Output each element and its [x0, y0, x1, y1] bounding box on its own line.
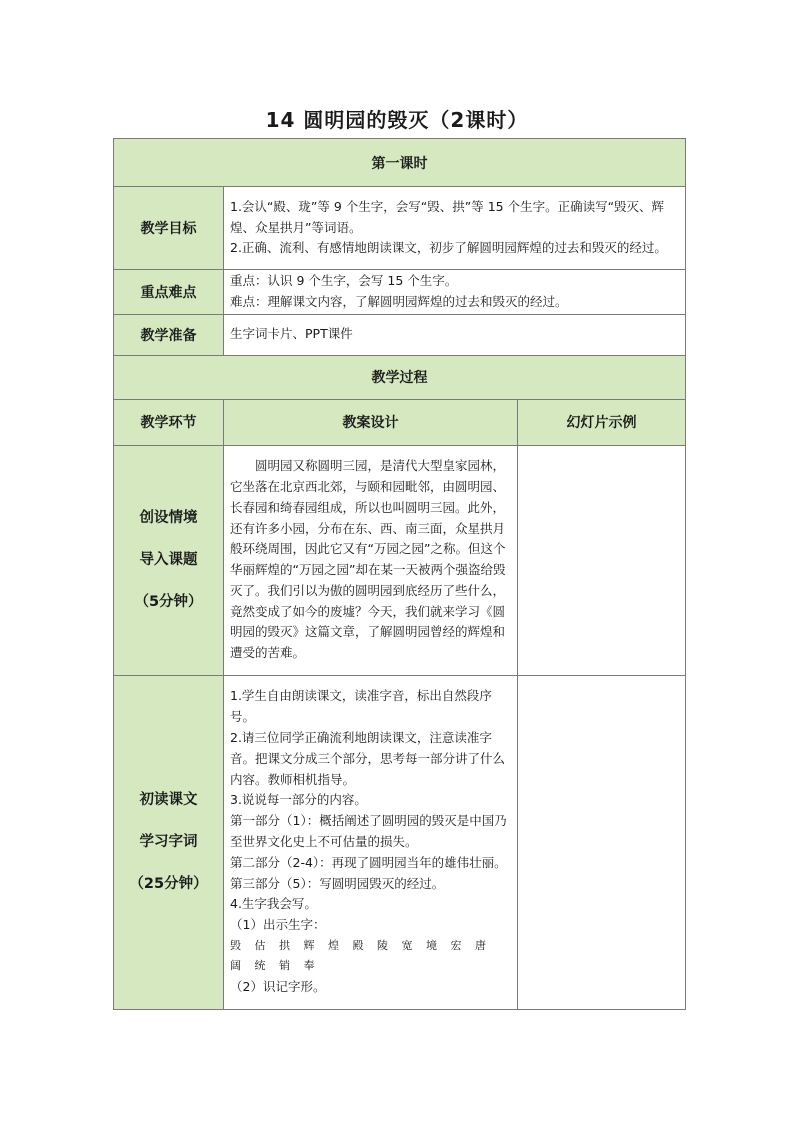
process-column-header-row	[114, 399, 686, 445]
stage-label: 初读课文 学习字词 （25分钟）	[114, 675, 224, 1009]
design-content	[224, 675, 518, 1009]
key-point: 重点：认识 9 个生字，会写 15 个生字。	[230, 273, 458, 288]
key-points-label: 重点难点	[114, 270, 224, 315]
objective-2: 2.正确、流利、有感情地朗读课文，初步了解圆明园辉煌的过去和毁灭的经过。	[230, 240, 667, 256]
design-content: 圆明园又称圆明三园，是清代大型皇家园林，它坐落在北京西北郊，与颐和园毗邻，由圆明园、长春园和绮春园组成，所以也叫圆明三园。此外，还有许多小园，分布在东、西、南三面，众星拱月般环绕周围，因此它又有“万园之园”之称。但这个华丽辉煌的“万园之园”却在某一天被两个强盗给毁灭了。我们引以为傲的圆明园到底经历了些什么，竟然变成了如今的废墟？今天，我们就来学习《圆明园的毁灭》这篇文章，了解圆明园曾经的辉煌和遭受的苦难。	[224, 445, 518, 675]
design-line: 第三部分（5）：写圆明园毁灭的经过。	[230, 875, 445, 891]
difficult-point: 难点：理解课文内容，了解圆明园辉煌的过去和毁灭的经过。	[230, 293, 568, 309]
process-heading-row	[114, 355, 686, 399]
lesson1-heading-row	[114, 139, 686, 187]
design-line: 第二部分（2-4）：再现了圆明园当年的雄伟壮丽。	[230, 854, 507, 870]
design-line: 第一部分（1）：概括阐述了圆明园的毁灭是中国乃至世界文化史上不可估量的损失。	[230, 813, 507, 849]
slide-example-cell	[518, 675, 686, 1009]
key-points-row	[114, 270, 686, 315]
page-title: 14 圆明园的毁灭（2课时）	[265, 108, 529, 132]
design-line: 1.学生自由朗读课文，读准字音，标出自然段序号。	[230, 688, 492, 725]
process-heading: 教学过程	[114, 355, 686, 399]
design-line: 2.请三位同学正确流利地朗读课文，注意读准字音。把课文分成三个部分，思考每一部分讲了什么内容。教师相机指导。	[230, 730, 506, 787]
preparation-row	[114, 314, 686, 355]
design-line: 3.说说每一部分的内容。	[230, 792, 367, 808]
table-row	[114, 675, 686, 1009]
column-header-slides: 幻灯片示例	[518, 399, 686, 445]
design-line: 4.生字我会写。	[230, 896, 317, 912]
table-row	[114, 445, 686, 675]
column-header-design: 教案设计	[224, 399, 518, 445]
design-line: （1）出示生字：	[230, 917, 326, 933]
lesson-plan-table	[113, 138, 686, 1010]
key-points-content	[224, 270, 686, 315]
new-characters-list: 毁 估 拱 辉 煌 殿 陵 宽 境 宏 唐 阔 统 销 奉	[230, 938, 491, 973]
slide-example-cell	[518, 445, 686, 675]
objectives-row	[114, 187, 686, 270]
objectives-content	[224, 187, 686, 270]
stage-label: 创设情境 导入课题 （5分钟）	[114, 445, 224, 675]
preparation-content: 生字词卡片、PPT课件	[224, 314, 686, 355]
objectives-label: 教学目标	[114, 187, 224, 270]
lesson1-heading: 第一课时	[114, 139, 686, 187]
column-header-stage: 教学环节	[114, 399, 224, 445]
design-line: （2）识记字形。	[230, 978, 326, 994]
preparation-label: 教学准备	[114, 314, 224, 355]
objective-1: 1.会认“殿、珑”等 9 个生字，会写“毁、拱”等 15 个生字。正确读写“毁灭、辉煌、众星拱月”等词语。	[230, 198, 665, 235]
